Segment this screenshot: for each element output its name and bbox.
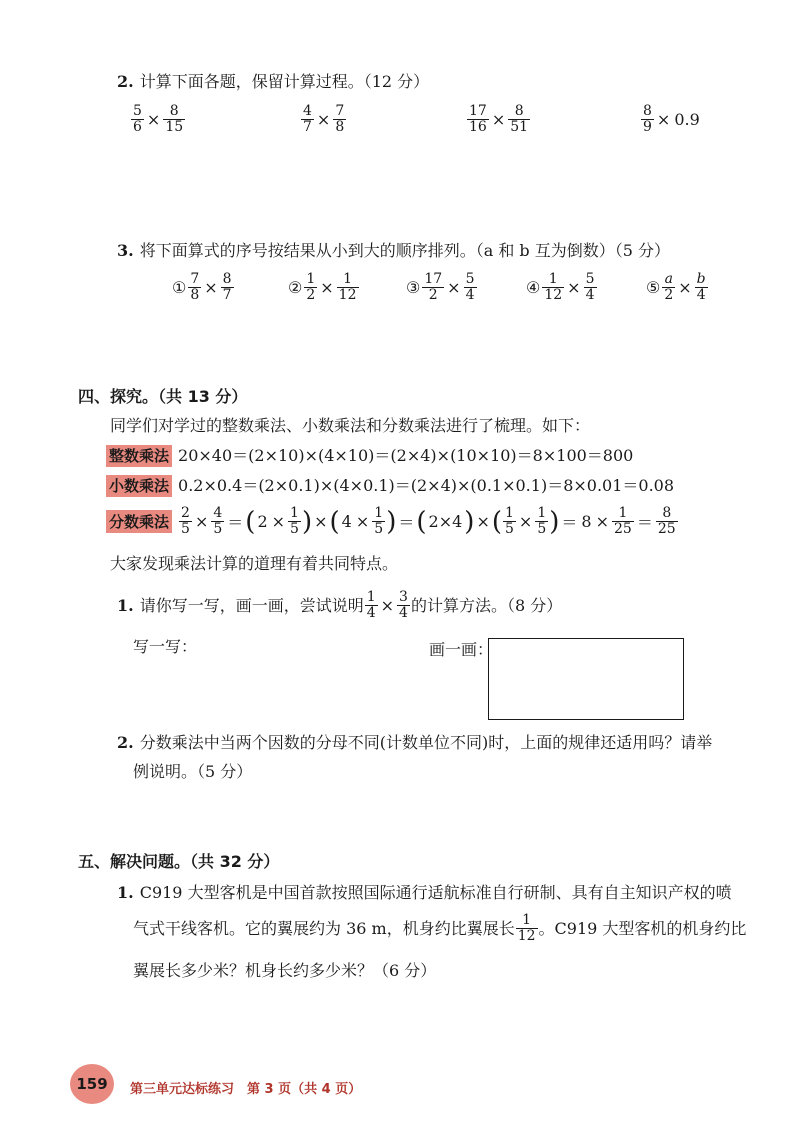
times-sign: × <box>678 278 692 297</box>
question-number: 2. <box>117 733 134 752</box>
integer-multiplication-row <box>106 445 633 467</box>
item-marker: ④ <box>526 278 541 297</box>
draw-label: 画一画： <box>429 640 494 659</box>
fraction: $\frac{8}{51}$ <box>510 103 529 135</box>
fraction: $\frac{7}{8}$ <box>190 271 200 303</box>
subquestion-1: 1. 请你写一写，画一画，尝试说明 $\frac{1}{4}$ × $\frac{3}{4}$ 的计算方法。（8 分） <box>117 589 563 621</box>
problem-1-line2: 气式干线客机。它的翼展约为 36 m，机身约比翼展长 $\frac{1}{12}$ 。C919 大型客机的机身约比 <box>133 912 747 944</box>
question-text: 计算下面各题，保留计算过程。（12 分） <box>139 72 430 91</box>
integer-expression: 20×40＝(2×10)×(4×10)＝(2×4)×(10×10)＝8×100＝800 <box>178 446 634 465</box>
expression <box>288 272 360 303</box>
fraction: $\frac{1}{12}$ <box>338 271 357 303</box>
times-sign: × <box>491 110 506 129</box>
footer-text: 第三单元达标练习 第 3 页（共 4 页） <box>130 1082 362 1097</box>
item-marker: ① <box>172 278 187 297</box>
item-marker: ⑤ <box>646 278 661 297</box>
subquestion-2 <box>117 733 712 753</box>
times-sign: × <box>204 278 218 297</box>
page-number: 159 <box>76 1075 108 1093</box>
fraction-multiplication-tag: 分数乘法 <box>106 510 172 533</box>
fraction: $\frac{5}{4}$ <box>585 271 595 303</box>
fraction: $\frac{1}{2}$ <box>306 271 316 303</box>
times-sign: × <box>320 278 334 297</box>
item-marker: ② <box>288 278 303 297</box>
conclusion-text: 大家发现乘法计算的道理有着共同特点。 <box>110 554 399 573</box>
decimal-value: 0.9 <box>674 110 700 129</box>
times-sign: × <box>656 110 671 129</box>
question-text: 分数乘法中当两个因数的分母不同(计数单位不同)时，上面的规律还适用吗？请举 <box>139 733 713 752</box>
fraction: $\frac{5}{4}$ <box>465 271 475 303</box>
fraction: $\frac{8}{7}$ <box>222 271 232 303</box>
times-sign: × <box>146 110 161 129</box>
times-sign: × <box>447 278 461 297</box>
fraction: $\frac{17}{16}$ <box>469 103 487 135</box>
item-marker: ③ <box>406 278 421 297</box>
question-number: 1. <box>117 883 134 902</box>
decimal-multiplication-tag: 小数乘法 <box>106 475 172 497</box>
fraction: $\frac{8}{9}$ <box>643 103 652 135</box>
expression <box>300 104 347 135</box>
question-text: 请你写一写，画一画，尝试说明 <box>139 595 364 615</box>
fraction-multiplication-row: 分数乘法 $\frac{2}{5}$ × $\frac{4}{5}$ ＝ ( 2 × $\frac{1}{5}$ ) × ( 4 × $\frac{1}{5}$ ) ＝ ( 2×4 ) × ( $\frac{1}{5}$ × $\frac{1}{5}$ ) ＝ 8 × $\frac{1}{25}$ ＝ $\frac{8}{25}$ <box>106 506 679 537</box>
times-sign: × <box>316 110 331 129</box>
fraction: $\frac{17}{2}$ <box>424 271 443 303</box>
question-text: 将下面算式的序号按结果从小到大的顺序排列。（a 和 b 互为倒数）（5 分） <box>139 241 671 260</box>
expression <box>130 104 186 135</box>
drawing-box[interactable] <box>488 638 684 720</box>
expression <box>646 272 709 303</box>
question-text: 的计算方法。（8 分） <box>410 595 563 615</box>
write-label: 写一写： <box>133 637 198 656</box>
problem-1 <box>117 883 732 903</box>
fraction: $\frac{8}{15}$ <box>165 103 184 135</box>
question-3 <box>117 241 670 261</box>
decimal-multiplication-row <box>106 475 674 497</box>
expression <box>526 272 598 303</box>
problem-1-line3: 翼展长多少米？机身长约多少米？（6 分） <box>133 961 437 980</box>
question-text: C919 大型客机是中国首款按照国际通行适航标准自行研制、具有自主知识产权的喷 <box>139 883 732 902</box>
question-number: 3. <box>117 241 134 260</box>
expression <box>172 272 235 303</box>
question-number: 2. <box>117 72 134 91</box>
fraction: $\frac{1}{12}$ <box>544 271 563 303</box>
expression <box>466 104 531 135</box>
question-text: 。C919 大型客机的机身约比 <box>538 918 747 938</box>
page-number-badge <box>70 1064 114 1104</box>
expression <box>640 104 702 135</box>
fraction: $\frac{4}{7}$ <box>303 103 312 135</box>
times-sign: × <box>567 278 581 297</box>
question-text: 气式干线客机。它的翼展约为 36 m，机身约比翼展长 <box>133 918 515 938</box>
expression <box>406 272 478 303</box>
section-title: 四、探究。（共 13 分） <box>78 387 248 406</box>
integer-multiplication-tag: 整数乘法 <box>106 445 172 467</box>
fraction: $\frac{a}{2}$ <box>664 271 674 303</box>
fraction: $\frac{7}{8}$ <box>335 103 345 135</box>
question-2 <box>117 72 429 92</box>
decimal-expression: 0.2×0.4＝(2×0.1)×(4×0.1)＝(2×4)×(0.1×0.1)＝8×0.01＝0.08 <box>178 476 675 495</box>
section-intro: 同学们对学过的整数乘法、小数乘法和分数乘法进行了梳理。如下： <box>110 416 591 435</box>
fraction: $\frac{b}{4}$ <box>696 271 706 303</box>
subquestion-2-line2: 例说明。（5 分） <box>133 762 253 781</box>
fraction: $\frac{5}{6}$ <box>133 103 142 135</box>
section-title: 五、解决问题。（共 32 分） <box>78 852 280 871</box>
question-number: 1. <box>117 595 134 615</box>
